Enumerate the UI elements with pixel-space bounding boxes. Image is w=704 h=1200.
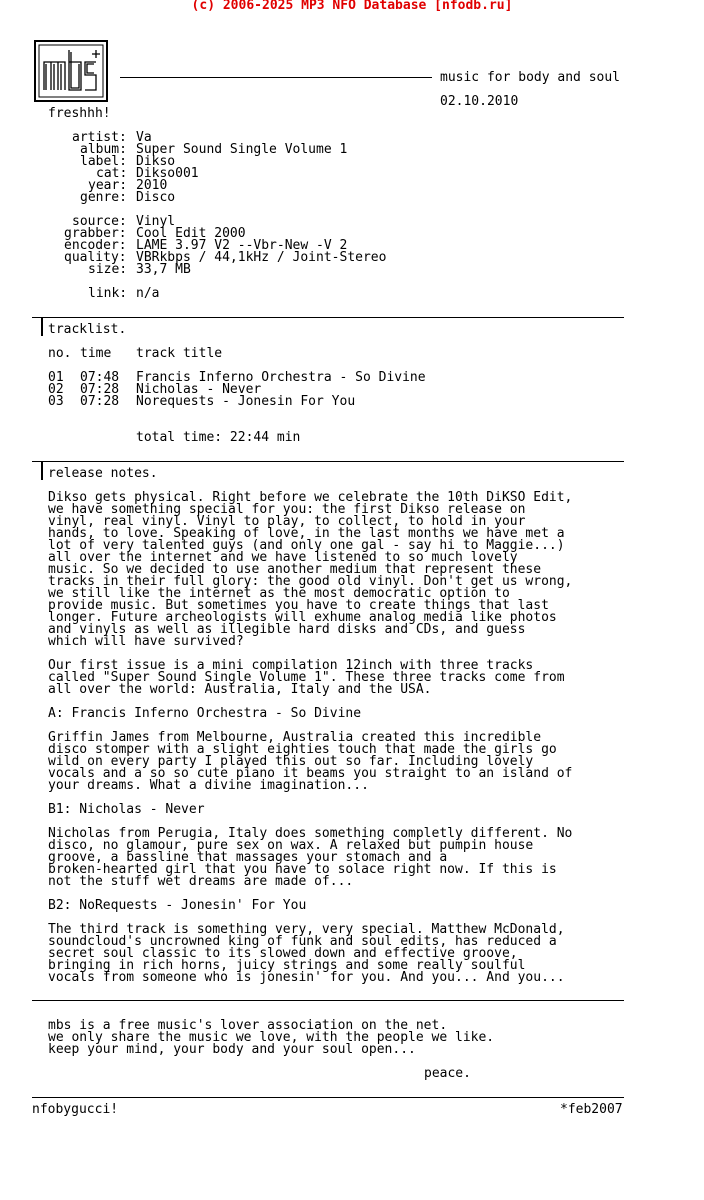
notes-line: we still like the internet as the most democratic option to [48,586,510,601]
notes-line: music. So we decided to use another medium that represent these [48,562,542,577]
notes-line: provide music. But sometimes you have to create things that last [48,598,549,613]
info-label-artist: artist: [72,130,127,145]
release-date: 02.10.2010 [440,94,519,109]
notes-line: The third track is something very, very special. Matthew McDonald, [48,922,565,937]
footer-line: mbs is a free music's lover association on the net. [48,1018,448,1033]
notes-line: longer. Future archeologists will exhume analog media like photos [48,610,557,625]
info-label-cat: cat: [96,166,128,181]
track-title: Nicholas - Never [136,382,262,397]
notes-line: called "Super Sound Single Volume 1". These three tracks come from [48,670,565,685]
notes-line: broken-hearted girl that you have to solace right now. If this is [48,862,557,877]
track-no: 02 [48,382,64,397]
notes-line: all over the internet and we have listened to so much lovely [48,550,518,565]
tracklist-col-no: no. [48,346,72,361]
notes-line: we have something special for you: the first Dikso release on [48,502,526,517]
track-no: 03 [48,394,64,409]
info-value-source: Vinyl [136,214,176,229]
notes-line: bringing in rich horns, juicy strings and some really soulful [48,958,526,973]
info-value-size: 33,7 MB [136,262,191,277]
info-label-source: source: [72,214,127,229]
track-time: 07:48 [80,370,120,385]
mbs-logo [34,40,110,102]
notes-line: your dreams. What a divine imagination... [48,778,369,793]
notes-rule [32,461,624,462]
notes-line: disco, no glamour, pure sex on wax. A relaxed but pumpin house [48,838,534,853]
notes-line: all over the world: Australia, Italy and the USA. [48,682,432,697]
track-time: 07:28 [80,382,120,397]
notes-line: lot of very talented guys (and only one gal - say hi to Maggie...) [48,538,565,553]
notes-line: Our first issue is a mini compilation 12inch with three tracks [48,658,534,673]
notes-line: vocals and a so so cute piano it beams you straight to an island of [48,766,573,781]
footer-rule-top [32,1000,624,1001]
info-value-cat: Dikso001 [136,166,199,181]
info-label-album: album: [80,142,127,157]
notes-line: B2: NoRequests - Jonesin' For You [48,898,307,913]
notes-line: Griffin James from Melbourne, Australia created this incredible [48,730,542,745]
info-label-label: label: [80,154,127,169]
info-label-genre: genre: [80,190,127,205]
peace-text: peace. [424,1066,471,1081]
notes-line: vocals from someone who is jonesin' for you. And you... And you... [48,970,565,985]
tracklist-heading: tracklist. [48,322,127,337]
info-label-year: year: [88,178,128,193]
track-title: Norequests - Jonesin For You [136,394,356,409]
notes-line: and vinyls as well as illegible hard disks and CDs, and guess [48,622,526,637]
info-value-label: Dikso [136,154,176,169]
info-label-grabber: grabber: [64,226,127,241]
notes-line: tracks in their full glory: the good old vinyl. Don't get us wrong, [48,574,573,589]
info-label-size: size: [88,262,128,277]
notes-line: secret soul classic to its slowed down and effective groove, [48,946,518,961]
notes-line: vinyl, real vinyl. Vinyl to play, to collect, to hold in your [48,514,526,529]
info-label-link: link: [88,286,128,301]
notes-line: disco stomper with a slight eighties touch that made the girls go [48,742,557,757]
notes-line: hands, to love. Speaking of love, in the last months we have met a [48,526,565,541]
info-label-quality: quality: [64,250,127,265]
footer-line: keep your mind, your body and your soul open... [48,1042,416,1057]
info-label-encoder: encoder: [64,238,127,253]
notes-bracket [41,462,43,480]
tracklist-col-title: track title [136,346,223,361]
info-value-artist: Va [136,130,152,145]
tagline: music for body and soul [440,70,621,85]
notes-line: not the stuff wet dreams are made of... [48,874,354,889]
notes-line: groove, a bassline that massages your stomach and a [48,850,448,865]
release-title: freshhh! [48,106,111,121]
info-value-encoder: LAME 3.97 V2 --Vbr-New -V 2 [136,238,348,253]
notes-line: A: Francis Inferno Orchestra - So Divine [48,706,362,721]
info-value-genre: Disco [136,190,176,205]
footer-line: we only share the music we love, with the people we like. [48,1030,495,1045]
track-title: Francis Inferno Orchestra - So Divine [136,370,426,385]
notes-line: Dikso gets physical. Right before we celebrate the 10th DiKSO Edit, [48,490,573,505]
total-time: total time: 22:44 min [136,430,301,445]
notes-line: wild on every party I played this out so far. Including lovely [48,754,534,769]
track-no: 01 [48,370,64,385]
notes-heading: release notes. [48,466,158,481]
tracklist-rule [32,317,624,318]
tracklist-bracket [41,318,43,336]
credit-date: *feb2007 [560,1102,623,1117]
notes-line: soundcloud's uncrowned king of funk and soul edits, has reduced a [48,934,557,949]
credit-text: nfobygucci! [32,1102,119,1117]
notes-line: B1: Nicholas - Never [48,802,205,817]
notes-line: which will have survived? [48,634,244,649]
header-rule [120,77,432,78]
tracklist-col-time: time [80,346,112,361]
track-time: 07:28 [80,394,120,409]
info-value-year: 2010 [136,178,168,193]
info-value-quality: VBRkbps / 44,1kHz / Joint-Stereo [136,250,387,265]
info-value-link: n/a [136,286,160,301]
info-value-album: Super Sound Single Volume 1 [136,142,348,157]
footer-rule-bottom [32,1097,624,1098]
info-value-grabber: Cool Edit 2000 [136,226,246,241]
site-banner: (c) 2006-2025 MP3 NFO Database [nfodb.ru] [191,0,513,13]
notes-line: Nicholas from Perugia, Italy does something completly different. No [48,826,573,841]
